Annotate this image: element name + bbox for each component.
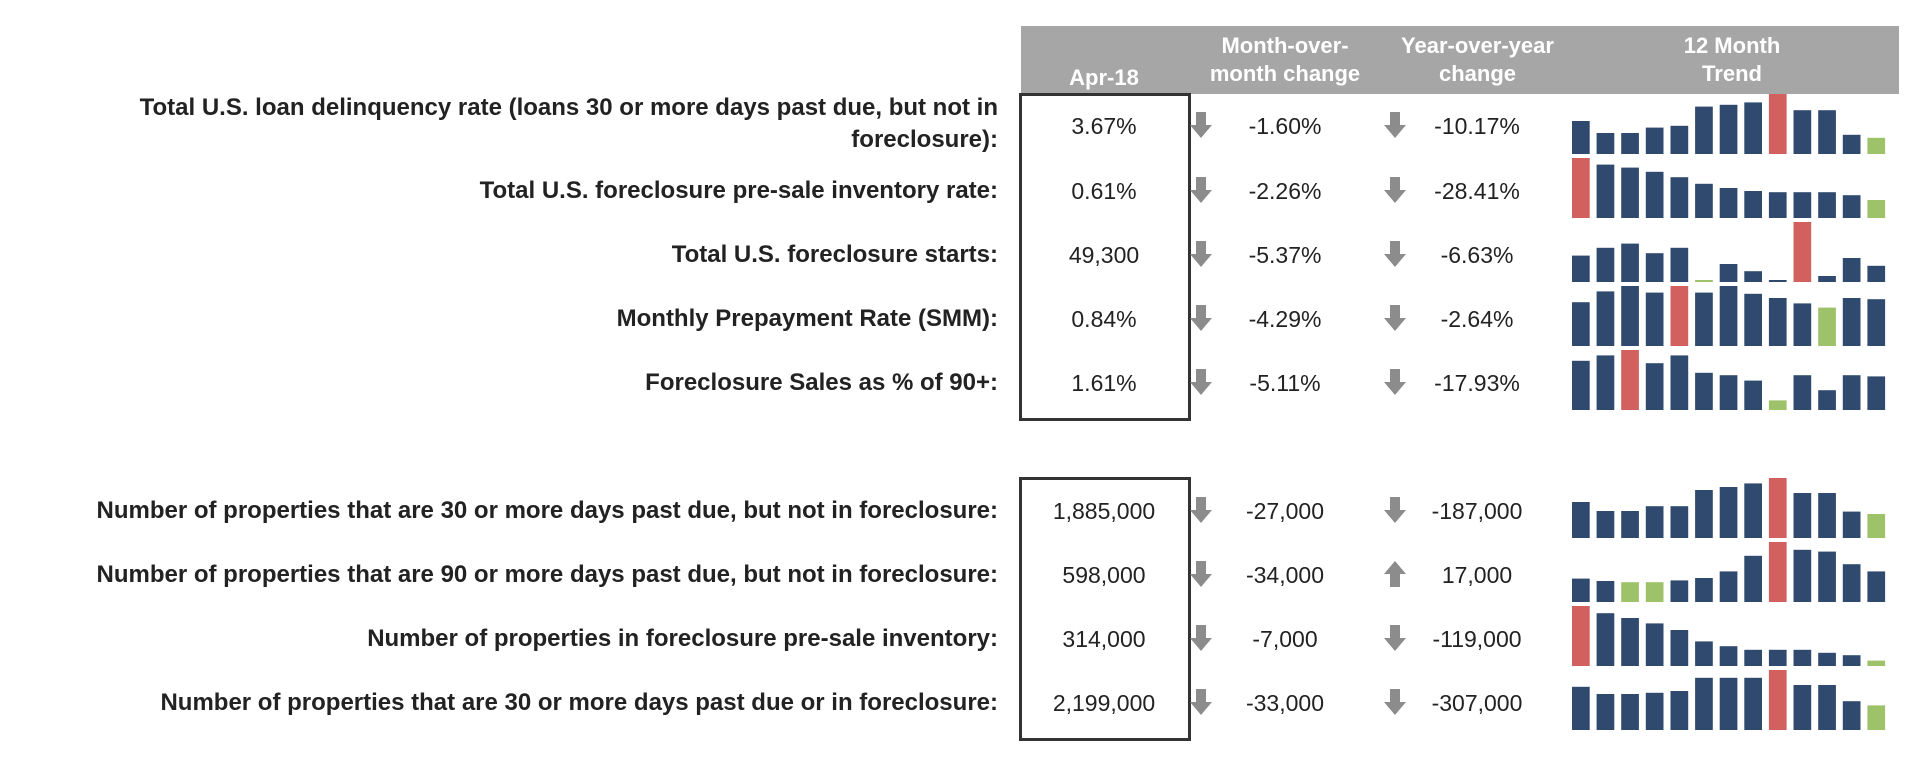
row-label: [617, 303, 998, 335]
header-trend-line1: 12 Month: [1683, 33, 1781, 58]
trend-bar: [1671, 126, 1689, 154]
header-period: [1021, 26, 1187, 94]
trend-bar: [1671, 177, 1689, 218]
trend-bar: [1794, 110, 1812, 154]
trend-bar: [1671, 506, 1689, 538]
trend-bar: [1818, 653, 1836, 666]
trend-bar: [1818, 308, 1836, 346]
row-label-line1: Number of properties that are 30 or more days past due or in foreclosure:: [160, 689, 998, 716]
trend-bar: [1572, 606, 1590, 666]
header-yoy-line1: Year-over-year: [1401, 33, 1554, 58]
trend-bar: [1818, 276, 1836, 282]
trend-bar: [1818, 685, 1836, 730]
row-label: [645, 367, 998, 399]
header-yoy: [1385, 26, 1570, 94]
row-label: [672, 239, 998, 271]
row-label-line1: Total U.S. foreclosure pre-sale inventory rate:: [479, 177, 998, 204]
trend-bar: [1769, 650, 1787, 666]
trend-bar: [1744, 294, 1762, 346]
trend-chart: [1572, 478, 1892, 538]
arrow-down-icon: [1188, 687, 1214, 717]
trend-chart: [1572, 350, 1892, 410]
trend-bar: [1621, 244, 1639, 282]
trend-bar: [1843, 298, 1861, 346]
trend-bar: [1646, 506, 1664, 538]
trend-bar: [1597, 165, 1615, 218]
trend-bar: [1744, 102, 1762, 154]
row-label-line2: foreclosure):: [851, 126, 998, 153]
trend-bar: [1818, 110, 1836, 154]
trend-bar: [1671, 248, 1689, 282]
row-label: [367, 623, 998, 655]
trend-chart: [1572, 670, 1892, 730]
row-label: [97, 559, 999, 591]
trend-bar: [1695, 578, 1713, 602]
arrow-down-icon: [1382, 367, 1408, 397]
row-yoy-change: -28.41%: [1434, 178, 1520, 204]
trend-bar: [1597, 248, 1615, 282]
arrow-down-icon: [1188, 367, 1214, 397]
header-trend-line2: Trend: [1702, 61, 1762, 86]
trend-bar: [1621, 511, 1639, 538]
row-yoy-change: -187,000: [1431, 498, 1523, 524]
trend-bar: [1646, 128, 1664, 154]
trend-bar: [1720, 286, 1738, 346]
trend-bar: [1671, 691, 1689, 730]
trend-bar: [1843, 701, 1861, 730]
trend-bar: [1597, 133, 1615, 154]
trend-bar: [1695, 293, 1713, 346]
trend-bar: [1572, 579, 1590, 602]
arrow-down-icon: [1382, 303, 1408, 333]
row-mom-change: -33,000: [1245, 690, 1324, 716]
trend-bar: [1597, 581, 1615, 602]
row-value: 0.84%: [1071, 306, 1137, 332]
trend-bar: [1744, 271, 1762, 282]
arrow-down-icon: [1188, 495, 1214, 525]
trend-bar: [1794, 493, 1812, 538]
row-yoy-change: -119,000: [1432, 626, 1522, 652]
trend-bar: [1646, 172, 1664, 218]
arrow-down-icon: [1382, 687, 1408, 717]
trend-bar: [1597, 291, 1615, 346]
row-mom-change: -1.60%: [1248, 113, 1322, 139]
arrow-down-icon: [1188, 239, 1214, 269]
trend-bar: [1720, 646, 1738, 666]
trend-bar: [1843, 655, 1861, 666]
trend-bar: [1671, 355, 1689, 410]
trend-bar: [1794, 550, 1812, 602]
trend-bar: [1843, 258, 1861, 282]
row-value: 49,300: [1068, 242, 1140, 268]
arrow-down-icon: [1382, 239, 1408, 269]
row-value: 1,885,000: [1052, 498, 1156, 524]
trend-bar: [1769, 400, 1787, 410]
trend-bar: [1867, 376, 1885, 410]
arrow-down-icon: [1382, 623, 1408, 653]
trend-bar: [1720, 487, 1738, 538]
trend-bar: [1867, 299, 1885, 346]
row-mom-change: -5.37%: [1248, 242, 1322, 268]
trend-bar: [1818, 552, 1836, 602]
trend-bar: [1695, 280, 1713, 282]
trend-bar: [1720, 105, 1738, 154]
trend-bar: [1646, 582, 1664, 602]
trend-bar: [1671, 630, 1689, 666]
trend-bar: [1720, 678, 1738, 730]
row-label: [97, 495, 999, 527]
trend-bar: [1769, 280, 1787, 282]
trend-bar: [1867, 200, 1885, 218]
row-mom-change: -5.11%: [1249, 370, 1321, 396]
trend-bar: [1867, 705, 1885, 730]
row-mom-change: -34,000: [1245, 562, 1324, 588]
trend-bar: [1695, 490, 1713, 538]
arrow-down-icon: [1188, 110, 1214, 140]
trend-bar: [1818, 192, 1836, 218]
trend-bar: [1572, 502, 1590, 538]
trend-bar: [1597, 355, 1615, 410]
row-mom-change: -4.29%: [1248, 306, 1322, 332]
row-label-line1: Total U.S. loan delinquency rate (loans 30 or more days past due, but not in: [139, 94, 998, 121]
trend-bar: [1843, 375, 1861, 410]
arrow-down-icon: [1382, 110, 1408, 140]
header-mom: [1185, 26, 1385, 94]
trend-bar: [1867, 138, 1885, 154]
arrow-down-icon: [1382, 175, 1408, 205]
trend-bar: [1843, 564, 1861, 602]
trend-bar: [1843, 512, 1861, 538]
trend-bar: [1646, 293, 1664, 346]
trend-bar: [1744, 191, 1762, 218]
trend-chart: [1572, 286, 1892, 346]
row-value: 3.67%: [1071, 113, 1137, 139]
trend-bar: [1621, 168, 1639, 218]
trend-bar: [1646, 623, 1664, 666]
trend-bar: [1646, 253, 1664, 282]
trend-bar: [1720, 188, 1738, 218]
row-value: 314,000: [1062, 626, 1146, 652]
row-value: 598,000: [1062, 562, 1146, 588]
row-label-line1: Foreclosure Sales as % of 90+:: [645, 369, 998, 396]
arrow-down-icon: [1382, 495, 1408, 525]
trend-bar: [1843, 135, 1861, 154]
trend-bar: [1794, 650, 1812, 666]
trend-bar: [1794, 375, 1812, 410]
trend-bar: [1695, 107, 1713, 154]
trend-chart: [1572, 606, 1892, 666]
arrow-down-icon: [1188, 559, 1214, 589]
arrow-down-icon: [1188, 303, 1214, 333]
header-trend: [1572, 26, 1892, 94]
trend-bar: [1572, 302, 1590, 346]
trend-bar: [1720, 264, 1738, 282]
trend-bar: [1621, 582, 1639, 602]
row-label-line1: Monthly Prepayment Rate (SMM):: [616, 305, 998, 332]
trend-bar: [1695, 184, 1713, 218]
trend-chart: [1572, 542, 1892, 602]
trend-bar: [1867, 266, 1885, 282]
row-yoy-change: -10.17%: [1434, 113, 1520, 139]
row-yoy-change: -307,000: [1431, 690, 1523, 716]
trend-chart: [1572, 222, 1892, 282]
trend-bar: [1621, 133, 1639, 154]
trend-bar: [1572, 361, 1590, 410]
header-mom-line1: Month-over-: [1221, 33, 1349, 58]
header-yoy-line2: change: [1438, 61, 1517, 86]
arrow-up-icon: [1382, 559, 1408, 589]
trend-bar: [1621, 286, 1639, 346]
row-mom-change: -2.26%: [1248, 178, 1322, 204]
row-label: [480, 175, 998, 207]
trend-bar: [1572, 121, 1590, 154]
trend-bar: [1843, 195, 1861, 218]
row-label-line1: Total U.S. foreclosure starts:: [671, 241, 998, 268]
arrow-down-icon: [1188, 175, 1214, 205]
trend-bar: [1572, 687, 1590, 730]
trend-bar: [1597, 613, 1615, 666]
trend-bar: [1744, 678, 1762, 730]
row-yoy-change: -17.93%: [1434, 370, 1520, 396]
trend-bar: [1744, 381, 1762, 410]
row-label: [160, 687, 998, 719]
trend-bar: [1572, 158, 1590, 218]
trend-bar: [1621, 350, 1639, 410]
trend-bar: [1720, 571, 1738, 602]
trend-chart: [1572, 94, 1892, 154]
row-label-line1: Number of properties that are 30 or more days past due, but not in foreclosure:: [96, 497, 998, 524]
trend-bar: [1671, 286, 1689, 346]
trend-bar: [1769, 542, 1787, 602]
row-value: 0.61%: [1071, 178, 1137, 204]
trend-bar: [1597, 511, 1615, 538]
trend-bar: [1744, 650, 1762, 666]
trend-bar: [1867, 661, 1885, 666]
trend-bar: [1720, 375, 1738, 410]
trend-bar: [1867, 571, 1885, 602]
row-yoy-change: 17,000: [1441, 562, 1513, 588]
row-yoy-change: -2.64%: [1440, 306, 1514, 332]
row-mom-change: -7,000: [1252, 626, 1318, 652]
row-yoy-change: -6.63%: [1440, 242, 1514, 268]
trend-bar: [1597, 694, 1615, 730]
trend-bar: [1646, 363, 1664, 410]
trend-bar: [1769, 298, 1787, 346]
arrow-down-icon: [1188, 623, 1214, 653]
trend-chart: [1572, 158, 1892, 218]
row-value: 2,199,000: [1052, 690, 1156, 716]
trend-bar: [1769, 478, 1787, 538]
trend-bar: [1671, 580, 1689, 602]
row-label-line1: Number of properties that are 90 or more days past due, but not in foreclosure:: [96, 561, 998, 588]
trend-bar: [1769, 670, 1787, 730]
trend-bar: [1769, 192, 1787, 218]
trend-bar: [1695, 373, 1713, 410]
row-value: 1.61%: [1071, 370, 1137, 396]
trend-bar: [1818, 390, 1836, 410]
trend-bar: [1744, 483, 1762, 538]
header-period-label: Apr-18: [1069, 65, 1139, 90]
trend-bar: [1867, 514, 1885, 538]
trend-bar: [1794, 303, 1812, 346]
trend-bar: [1695, 641, 1713, 666]
trend-bar: [1818, 493, 1836, 538]
trend-bar: [1572, 256, 1590, 282]
trend-bar: [1769, 94, 1787, 154]
header-mom-line2: month change: [1209, 61, 1361, 86]
trend-bar: [1794, 685, 1812, 730]
trend-bar: [1621, 618, 1639, 666]
trend-bar: [1794, 192, 1812, 218]
trend-bar: [1646, 693, 1664, 730]
row-mom-change: -27,000: [1245, 498, 1324, 524]
trend-bar: [1744, 556, 1762, 602]
trend-bar: [1621, 694, 1639, 730]
row-label: [140, 92, 998, 156]
trend-bar: [1695, 678, 1713, 730]
row-label-line1: Number of properties in foreclosure pre-sale inventory:: [367, 625, 998, 652]
trend-bar: [1794, 222, 1812, 282]
